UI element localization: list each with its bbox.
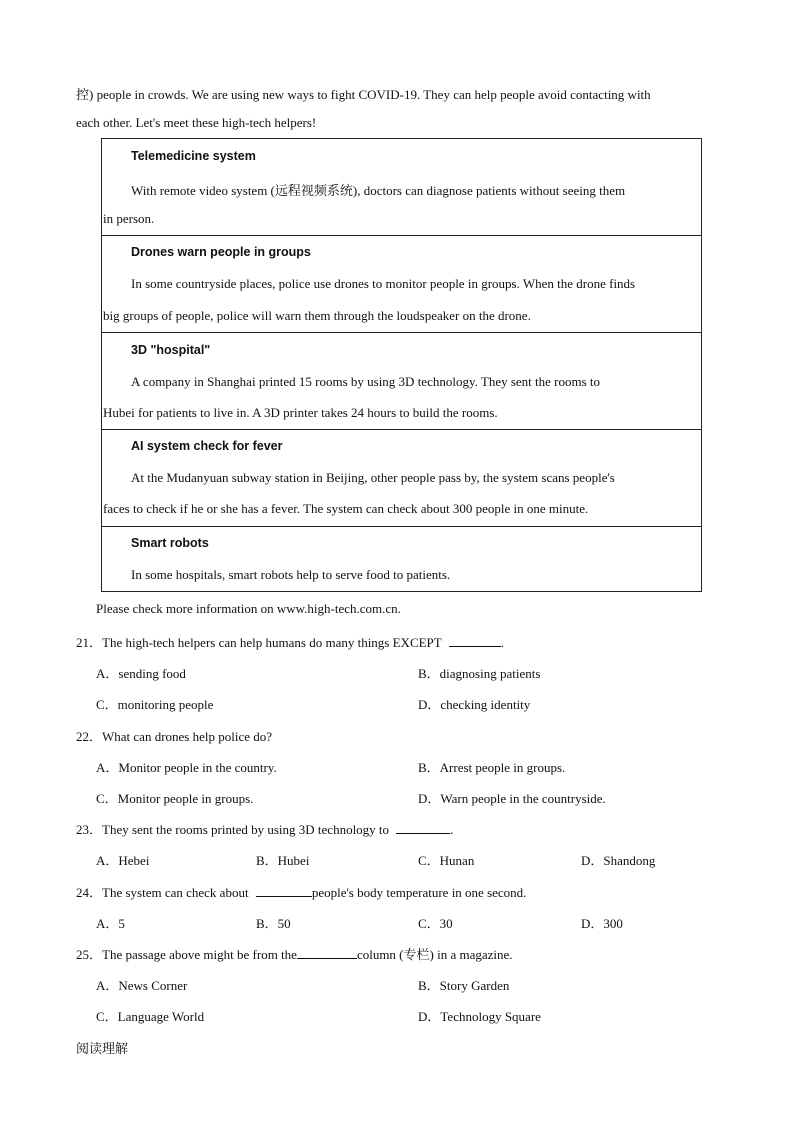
option-21-a: A．sending food — [96, 666, 186, 681]
section-smart-robots — [102, 527, 701, 593]
section-telemedicine — [102, 139, 701, 236]
section-text: With remote video system (远程视频系统), doctors can diagnose patients without seeing them — [131, 183, 626, 198]
section-title: Smart robots — [131, 536, 209, 550]
question-23 — [76, 819, 454, 838]
question-24 — [76, 882, 526, 901]
section-title: Drones warn people in groups — [131, 245, 311, 259]
helpers-box — [101, 138, 702, 592]
option-21-b: B．diagnosing patients — [418, 666, 541, 681]
question-22 — [76, 726, 272, 745]
question-stem: 25．The passage above might be from the — [76, 947, 297, 962]
option-25-b: B．Story Garden — [418, 978, 510, 993]
answer-blank — [449, 636, 501, 647]
section-text: At the Mudanyuan subway station in Beijing, other people pass by, the system scans people's — [131, 470, 615, 485]
question-after: people's body temperature in one second. — [311, 885, 527, 900]
answer-blank — [297, 948, 357, 959]
option-24-d: D．300 — [581, 916, 623, 931]
section-title: 3D "hospital" — [131, 343, 211, 357]
question-after: column (专栏) in a magazine. — [356, 947, 513, 962]
question-after: . — [500, 635, 504, 650]
section-text: faces to check if he or she has a fever. The system can check about 300 people in one minute. — [103, 501, 589, 516]
more-info: Please check more information on www.high-tech.com.cn. — [96, 601, 401, 616]
option-22-d: D．Warn people in the countryside. — [418, 791, 606, 806]
question-after: . — [450, 822, 454, 837]
option-23-b: B．Hubei — [256, 853, 310, 868]
intro-line-2: each other. Let's meet these high-tech helpers! — [76, 115, 317, 130]
answer-blank — [396, 823, 450, 834]
section-heading-reading: 阅读理解 — [76, 1041, 129, 1056]
option-23-d: D．Shandong — [581, 853, 656, 868]
option-21-c: C．monitoring people — [96, 697, 214, 712]
option-21-d: D．checking identity — [418, 697, 531, 712]
section-text: in person. — [103, 211, 155, 226]
section-3d-hospital — [102, 333, 701, 430]
question-21 — [76, 632, 504, 651]
section-text: Hubei for patients to live in. A 3D printer takes 24 hours to build the rooms. — [103, 405, 498, 420]
section-ai-fever — [102, 430, 701, 527]
question-25 — [76, 944, 513, 963]
option-24-b: B．50 — [256, 916, 291, 931]
option-24-c: C．30 — [418, 916, 453, 931]
section-text: In some countryside places, police use drones to monitor people in groups. When the drone finds — [131, 276, 636, 291]
option-25-d: D．Technology Square — [418, 1009, 541, 1024]
question-stem: 23．They sent the rooms printed by using 3D technology to — [76, 822, 390, 837]
option-23-c: C．Hunan — [418, 853, 475, 868]
section-drones — [102, 236, 701, 333]
option-22-c: C．Monitor people in groups. — [96, 791, 254, 806]
question-stem: 22．What can drones help police do? — [76, 729, 273, 744]
section-text: big groups of people, police will warn them through the loudspeaker on the drone. — [103, 308, 531, 323]
answer-blank — [256, 886, 312, 897]
option-25-c: C．Language World — [96, 1009, 205, 1024]
option-24-a: A．5 — [96, 916, 125, 931]
option-22-b: B．Arrest people in groups. — [418, 760, 566, 775]
section-title: Telemedicine system — [131, 149, 256, 163]
option-25-a: A．News Corner — [96, 978, 188, 993]
section-text: In some hospitals, smart robots help to serve food to patients. — [131, 567, 451, 582]
question-stem: 24．The system can check about — [76, 885, 249, 900]
section-title: AI system check for fever — [131, 439, 283, 453]
option-22-a: A．Monitor people in the country. — [96, 760, 277, 775]
question-stem: 21．The high-tech helpers can help humans do many things EXCEPT — [76, 635, 442, 650]
option-23-a: A．Hebei — [96, 853, 150, 868]
intro-line-1: 控) people in crowds. We are using new ways to fight COVID-19. They can help people avoid contacting with — [76, 87, 651, 102]
section-text: A company in Shanghai printed 15 rooms by using 3D technology. They sent the rooms to — [131, 374, 601, 389]
